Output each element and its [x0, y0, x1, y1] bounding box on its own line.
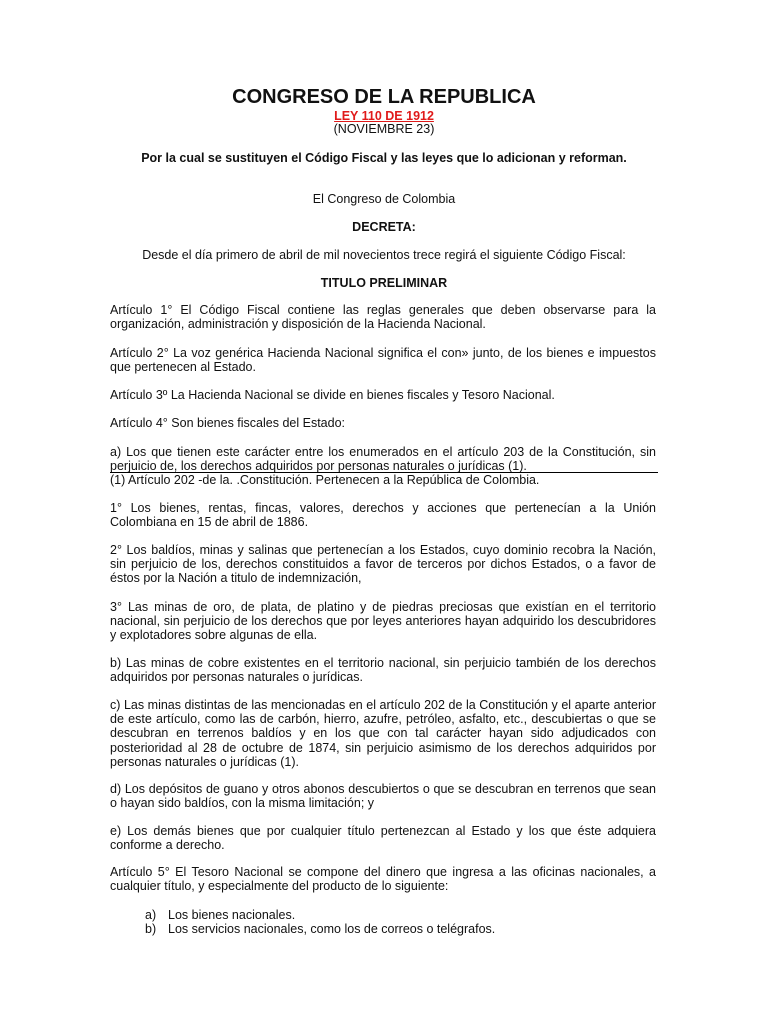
article-1: Artículo 1° El Código Fiscal contiene las reglas generales que deben observarse para la organización, administración y disposición de la Hacienda Nacional.: [110, 303, 656, 332]
law-subject: Por la cual se sustituyen el Código Fiscal y las leyes que lo adicionan y reforman.: [141, 151, 627, 165]
section-heading: TITULO PRELIMINAR: [320, 276, 448, 290]
article-4-a: a) Los que tienen este carácter entre los enumerados en el artículo 203 de la Constitución, sin perjuicio de, los derechos adquiridos por personas naturales o jurídicas (1).: [110, 445, 656, 474]
list-item: [145, 922, 645, 936]
list-text: Los bienes nacionales.: [168, 908, 296, 922]
list-marker: a): [145, 908, 157, 922]
law-number: LEY 110 DE 1912: [334, 109, 434, 123]
issuer: El Congreso de Colombia: [312, 192, 456, 206]
list-text: Los servicios nacionales, como los de correos o telégrafos.: [168, 922, 496, 937]
article-5-list: [145, 908, 645, 936]
law-date: (NOVIEMBRE 23): [333, 122, 435, 136]
intro-paragraph: Desde el día primero de abril de mil novecientos trece regirá el siguiente Código Fiscal:: [142, 248, 626, 262]
list-item: [145, 908, 645, 922]
footnote-item-3: 3° Las minas de oro, de plata, de platino y de piedras preciosas que existían en el territorio nacional, sin perjuicio de los derechos que por leyes anteriores hayan adquirido los descubridores y explotadores sobre algunas de ella.: [110, 600, 656, 643]
article-4-d: d) Los depósitos de guano y otros abonos descubiertos o que se descubran en terrenos que sean o hayan sido baldíos, con la misma limitación; y: [110, 782, 656, 811]
article-4-e: e) Los demás bienes que por cualquier título pertenezcan al Estado y los que éste adquiera conforme a derecho.: [110, 824, 656, 853]
document-title: CONGRESO DE LA REPUBLICA: [232, 86, 536, 108]
article-4: Artículo 4° Son bienes fiscales del Estado:: [110, 416, 345, 430]
footnote-item-1: 1° Los bienes, rentas, fincas, valores, derechos y acciones que pertenecían a la Unión Colombiana en 15 de abril de 1886.: [110, 501, 656, 530]
article-4-c: c) Las minas distintas de las mencionadas en el artículo 202 de la Constitución y el aparte anterior de este artículo, como las de carbón, hierro, azufre, petróleo, asfalto, etc., descubiertas o que se descubran en terrenos baldíos y en los que con tal carácter hayan sido adjudicados con posterioridad al 28 de octubre de 1874, sin perjuicio asimismo de los derechos adquiridos por personas naturales o jurídicas (1).: [110, 698, 656, 769]
article-5: Artículo 5° El Tesoro Nacional se compone del dinero que ingresa a las oficinas nacionales, a cualquier título, y especialmente del producto de lo siguiente:: [110, 865, 656, 894]
list-marker: b): [145, 922, 157, 937]
article-3: Artículo 3º La Hacienda Nacional se divide en bienes fiscales y Tesoro Nacional.: [110, 388, 555, 402]
footnote-item-2: 2° Los baldíos, minas y salinas que pertenecían a los Estados, cuyo dominio recobra la Nación, sin perjuicio de los, derechos constituidos a favor de terceros por dichos Estados, o a favor de éstos por la Nación a titulo de indemnización,: [110, 543, 656, 586]
article-2: Artículo 2° La voz genérica Hacienda Nacional significa el con» junto, de los bienes e impuestos que pertenecen al Estado.: [110, 346, 656, 375]
footnote: (1) Artículo 202 -de la. .Constitución. Pertenecen a la República de Colombia.: [110, 473, 540, 487]
decree-heading: DECRETA:: [352, 220, 416, 234]
article-4-b: b) Las minas de cobre existentes en el territorio nacional, sin perjuicio también de los derechos adquiridos por personas naturales o jurídicas.: [110, 656, 656, 685]
